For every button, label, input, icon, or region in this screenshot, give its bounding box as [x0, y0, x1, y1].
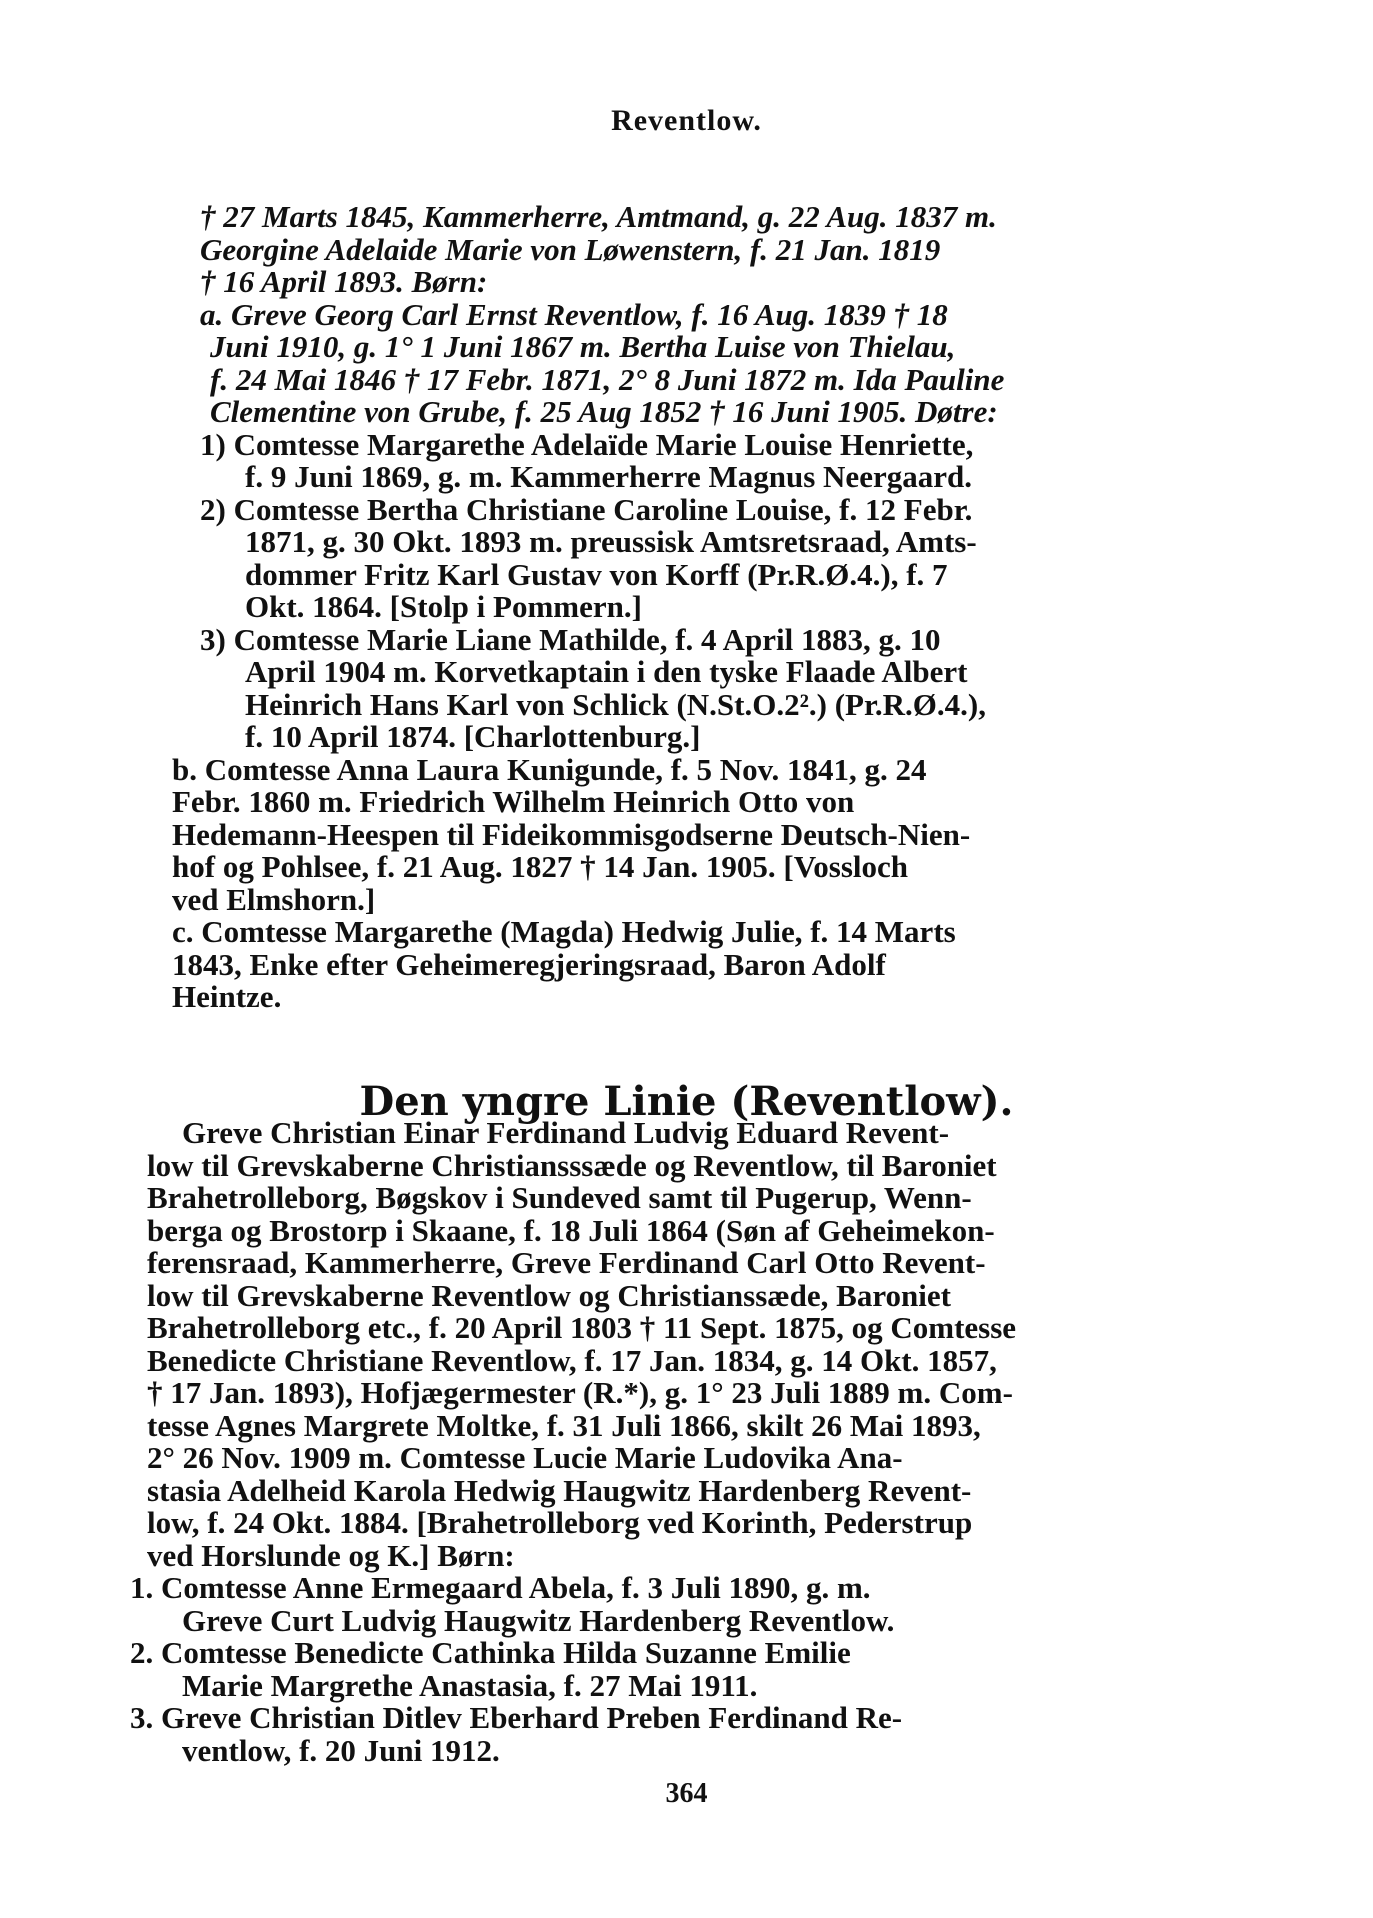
text-line: ved Horslunde og K.] Børn:: [147, 1537, 515, 1573]
text-line: † 16 April 1893. Børn:: [200, 264, 488, 299]
text-line: c. Comtesse Margarethe (Magda) Hedwig Julie, f. 14 Marts: [172, 914, 956, 949]
text-line: Marie Margrethe Anastasia, f. 27 Mai 1911.: [182, 1667, 758, 1703]
text-line: Brahetrolleborg, Bøgskov i Sundeved samt til Pugerup, Wenn-: [147, 1180, 972, 1215]
text-line: tesse Agnes Margrete Moltke, f. 31 Juli 1866, skilt 26 Mai 1893,: [147, 1407, 981, 1443]
text-line: f. 24 Mai 1846 † 17 Febr. 1871, 2° 8 Juni 1872 m. Ida Pauline: [210, 361, 1005, 397]
text-line: ferensraad, Kammerherre, Greve Ferdinand Carl Otto Revent-: [147, 1245, 986, 1280]
text-line: Brahetrolleborg etc., f. 20 April 1803 † 11 Sept. 1875, og Comtesse: [147, 1310, 1017, 1345]
text-line: dommer Fritz Karl Gustav von Korff (Pr.R.Ø.4.), f. 7: [245, 556, 948, 592]
text-line: Juni 1910, g. 1° 1 Juni 1867 m. Bertha Luise von Thielau,: [210, 329, 956, 364]
text-line: 1871, g. 30 Okt. 1893 m. preussisk Amtsretsraad, Amts-: [245, 524, 977, 559]
text-line: Greve Christian Einar Ferdinand Ludvig Eduard Revent-: [182, 1115, 950, 1150]
text-line: April 1904 m. Korvetkaptain i den tyske Flaade Albert: [245, 654, 968, 689]
text-line: Febr. 1860 m. Friedrich Wilhelm Heinrich Otto von: [172, 784, 855, 819]
text-line: ved Elmshorn.]: [172, 881, 376, 917]
page-header: Reventlow.: [611, 104, 762, 137]
text-line: Benedicte Christiane Reventlow, f. 17 Jan. 1834, g. 14 Okt. 1857,: [147, 1342, 997, 1378]
text-line: † 27 Marts 1845, Kammerherre, Amtmand, g. 22 Aug. 1837 m.: [200, 199, 997, 234]
text-line: stasia Adelheid Karola Hedwig Haugwitz Hardenberg Revent-: [147, 1472, 972, 1508]
text-line: Okt. 1864. [Stolp i Pommern.]: [245, 589, 642, 624]
text-line: f. 10 April 1874. [Charlottenburg.]: [245, 719, 701, 754]
text-line: a. Greve Georg Carl Ernst Reventlow, f. 16 Aug. 1839 † 18: [200, 296, 948, 332]
text-line: hof og Pohlsee, f. 21 Aug. 1827 † 14 Jan. 1905. [Vossloch: [172, 849, 909, 884]
text-line: Hedemann-Heespen til Fideikommisgodserne Deutsch-Nien-: [172, 816, 971, 852]
text-line: b. Comtesse Anna Laura Kunigunde, f. 5 Nov. 1841, g. 24: [172, 751, 927, 787]
text-line: low til Grevskaberne Reventlow og Christianssæde, Baroniet: [147, 1277, 951, 1313]
text-line: 3. Greve Christian Ditlev Eberhard Preben Ferdinand Re-: [130, 1700, 903, 1735]
text-line: 1. Comtesse Anne Ermegaard Abela, f. 3 Juli 1890, g. m.: [130, 1570, 871, 1605]
text-line: 2. Comtesse Benedicte Cathinka Hilda Suzanne Emilie: [130, 1635, 851, 1670]
text-line: † 17 Jan. 1893), Hofjægermester (R.*), g. 1° 23 Juli 1889 m. Com-: [147, 1375, 1013, 1410]
text-line: 2) Comtesse Bertha Christiane Caroline Louise, f. 12 Febr.: [200, 491, 973, 527]
text-line: ventlow, f. 20 Juni 1912.: [182, 1732, 500, 1768]
text-line: Greve Curt Ludvig Haugwitz Hardenberg Reventlow.: [182, 1602, 895, 1638]
text-line: f. 9 Juni 1869, g. m. Kammerherre Magnus Neergaard.: [245, 459, 972, 494]
text-line: low til Grevskaberne Christiansssæde og Reventlow, til Baroniet: [147, 1147, 997, 1183]
text-line: Clementine von Grube, f. 25 Aug 1852 † 16 Juni 1905. Døtre:: [210, 394, 998, 429]
text-line: berga og Brostorp i Skaane, f. 18 Juli 1864 (Søn af Geheimekon-: [147, 1212, 995, 1248]
text-line: Georgine Adelaide Marie von Løwenstern, f. 21 Jan. 1819: [200, 231, 941, 267]
section-title: Den yngre Linie (Reventlow).: [359, 1078, 1014, 1125]
text-line: 1) Comtesse Margarethe Adelaïde Marie Louise Henriette,: [200, 426, 974, 462]
text-line: 3) Comtesse Marie Liane Mathilde, f. 4 April 1883, g. 10: [200, 621, 941, 657]
text-line: low, f. 24 Okt. 1884. [Brahetrolleborg ved Korinth, Pederstrup: [147, 1505, 973, 1540]
page-number: 364: [665, 1778, 708, 1809]
text-line: Heinrich Hans Karl von Schlick (N.St.O.2².) (Pr.R.Ø.4.),: [245, 686, 986, 722]
text-line: 2° 26 Nov. 1909 m. Comtesse Lucie Marie Ludovika Ana-: [147, 1440, 903, 1475]
text-line: 1843, Enke efter Geheimeregjeringsraad, Baron Adolf: [172, 946, 886, 982]
text-line: Heintze.: [172, 979, 282, 1014]
